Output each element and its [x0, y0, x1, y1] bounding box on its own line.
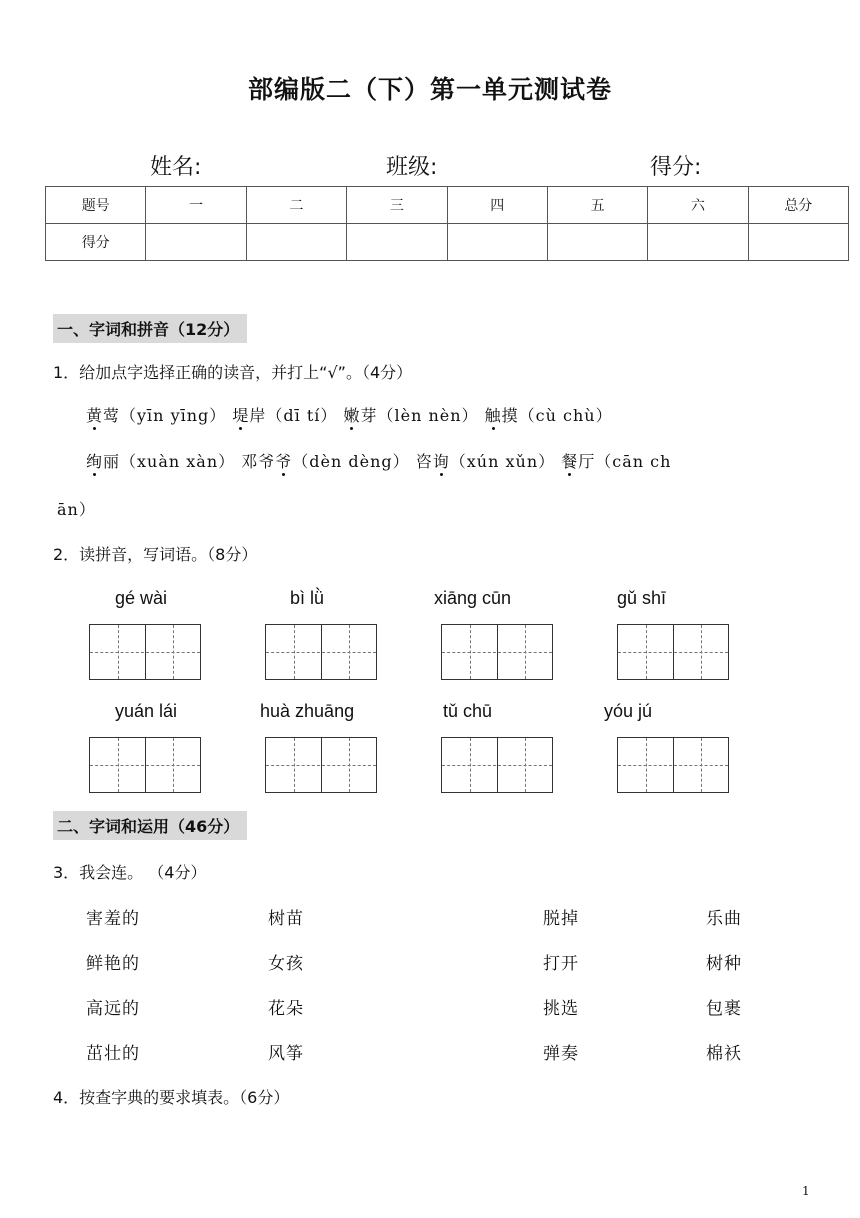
page-number: 1: [802, 1184, 810, 1198]
match-word[interactable]: 棉袄: [706, 1044, 742, 1064]
choice-text: （dèn dèng）: [292, 452, 410, 471]
choice-item[interactable]: [561, 452, 671, 471]
dotted-char: 触: [484, 406, 502, 425]
writing-grid[interactable]: [617, 737, 729, 793]
table-cell: 总分: [748, 187, 848, 224]
pinyin-label: gé wài: [115, 588, 168, 608]
pinyin-label: xiāng cūn: [434, 588, 512, 608]
dotted-char: 爷: [275, 452, 293, 471]
pinyin-label: huà zhuāng: [260, 701, 355, 721]
match-word[interactable]: 弹奏: [543, 1044, 579, 1064]
score-entry-cell[interactable]: [547, 224, 647, 261]
dotted-char: 餐: [561, 452, 579, 471]
choice-item[interactable]: [86, 406, 226, 425]
pinyin-label: yuán lái: [115, 701, 178, 721]
class-field-label: 班级:: [386, 155, 438, 180]
pinyin-label: gǔ shī: [617, 588, 667, 608]
choice-text: 邓爷: [241, 452, 276, 471]
pinyin-label: tǔ chū: [443, 701, 493, 721]
question-prompt: 3．我会连。 （4分）: [53, 863, 207, 882]
pinyin-label: bì lǜ: [290, 588, 325, 608]
writing-grid[interactable]: [89, 737, 201, 793]
writing-grid[interactable]: [265, 737, 377, 793]
choice-text: 丽（xuàn xàn）: [103, 452, 236, 471]
choice-text: 莺（yīn yīng）: [103, 406, 227, 425]
choice-text: 摸（cù chù）: [501, 406, 613, 425]
pinyin-label: yóu jú: [604, 701, 653, 721]
table-cell: 一: [146, 187, 246, 224]
choice-item[interactable]: [241, 452, 409, 471]
table-cell: 三: [347, 187, 447, 224]
score-entry-cell[interactable]: [146, 224, 246, 261]
question-prompt: 2．读拼音，写词语。（8分）: [53, 545, 258, 564]
dotted-char: 绚: [86, 452, 104, 471]
match-word[interactable]: 花朵: [268, 999, 304, 1019]
question-prompt: 4．按查字典的要求填表。（6分）: [53, 1088, 290, 1107]
dotted-char: 黄: [86, 406, 104, 425]
choice-item[interactable]: [416, 452, 555, 471]
choice-text: 芽（lèn nèn）: [360, 406, 479, 425]
table-cell: 四: [447, 187, 547, 224]
choice-text: 厅（cān ch: [578, 452, 672, 471]
score-entry-cell[interactable]: [648, 224, 748, 261]
score-field-label: 得分:: [650, 155, 702, 180]
match-word[interactable]: 高远的: [86, 999, 140, 1019]
score-entry-cell[interactable]: [246, 224, 346, 261]
match-word[interactable]: 害羞的: [86, 909, 140, 929]
match-word[interactable]: 茁壮的: [86, 1044, 140, 1064]
dotted-char: 询: [432, 452, 450, 471]
page-title: 部编版二（下）第一单元测试卷: [247, 75, 612, 104]
score-table-score-row: [46, 224, 849, 261]
dotted-char: 嫩: [343, 406, 361, 425]
choice-item[interactable]: [232, 406, 337, 425]
match-word[interactable]: 包裹: [706, 999, 742, 1019]
question-prompt: 1．给加点字选择正确的读音，并打上“√”。（4分）: [53, 363, 413, 382]
choice-item[interactable]: [86, 452, 235, 471]
table-cell: 六: [648, 187, 748, 224]
choice-text: （xún xǔn）: [449, 452, 556, 471]
choice-item[interactable]: [343, 406, 478, 425]
choice-text: 咨: [415, 452, 433, 471]
score-entry-cell[interactable]: [748, 224, 848, 261]
writing-grid[interactable]: [265, 624, 377, 680]
match-word[interactable]: 乐曲: [706, 909, 742, 929]
writing-grid[interactable]: [441, 624, 553, 680]
score-entry-cell[interactable]: [347, 224, 447, 261]
pinyin-choice-line-continued: ān）: [57, 500, 96, 519]
writing-grid[interactable]: [617, 624, 729, 680]
section-heading: 一、字词和拼音（12分）: [53, 314, 247, 343]
match-word[interactable]: 鲜艳的: [86, 954, 140, 974]
score-entry-cell[interactable]: [447, 224, 547, 261]
pinyin-choice-line: [86, 449, 671, 472]
table-cell: 二: [246, 187, 346, 224]
choice-text: 岸（dī tí）: [249, 406, 338, 425]
table-cell: 得分: [46, 224, 146, 261]
choice-item[interactable]: [485, 406, 613, 425]
table-cell: 五: [547, 187, 647, 224]
dotted-char: 堤: [232, 406, 250, 425]
match-word[interactable]: 脱掉: [543, 909, 579, 929]
match-word[interactable]: 女孩: [268, 954, 304, 974]
score-table: [45, 186, 849, 261]
score-table-header-row: [46, 187, 849, 224]
table-cell: 题号: [46, 187, 146, 224]
writing-grid[interactable]: [89, 624, 201, 680]
match-word[interactable]: 打开: [543, 954, 579, 974]
writing-grid[interactable]: [441, 737, 553, 793]
match-word[interactable]: 树苗: [268, 909, 304, 929]
match-word[interactable]: 挑选: [543, 999, 579, 1019]
section-heading: 二、字词和运用（46分）: [53, 811, 247, 840]
match-word[interactable]: 树种: [706, 954, 742, 974]
pinyin-choice-line: [86, 403, 613, 426]
match-word[interactable]: 风筝: [268, 1044, 304, 1064]
name-field-label: 姓名:: [150, 155, 202, 180]
